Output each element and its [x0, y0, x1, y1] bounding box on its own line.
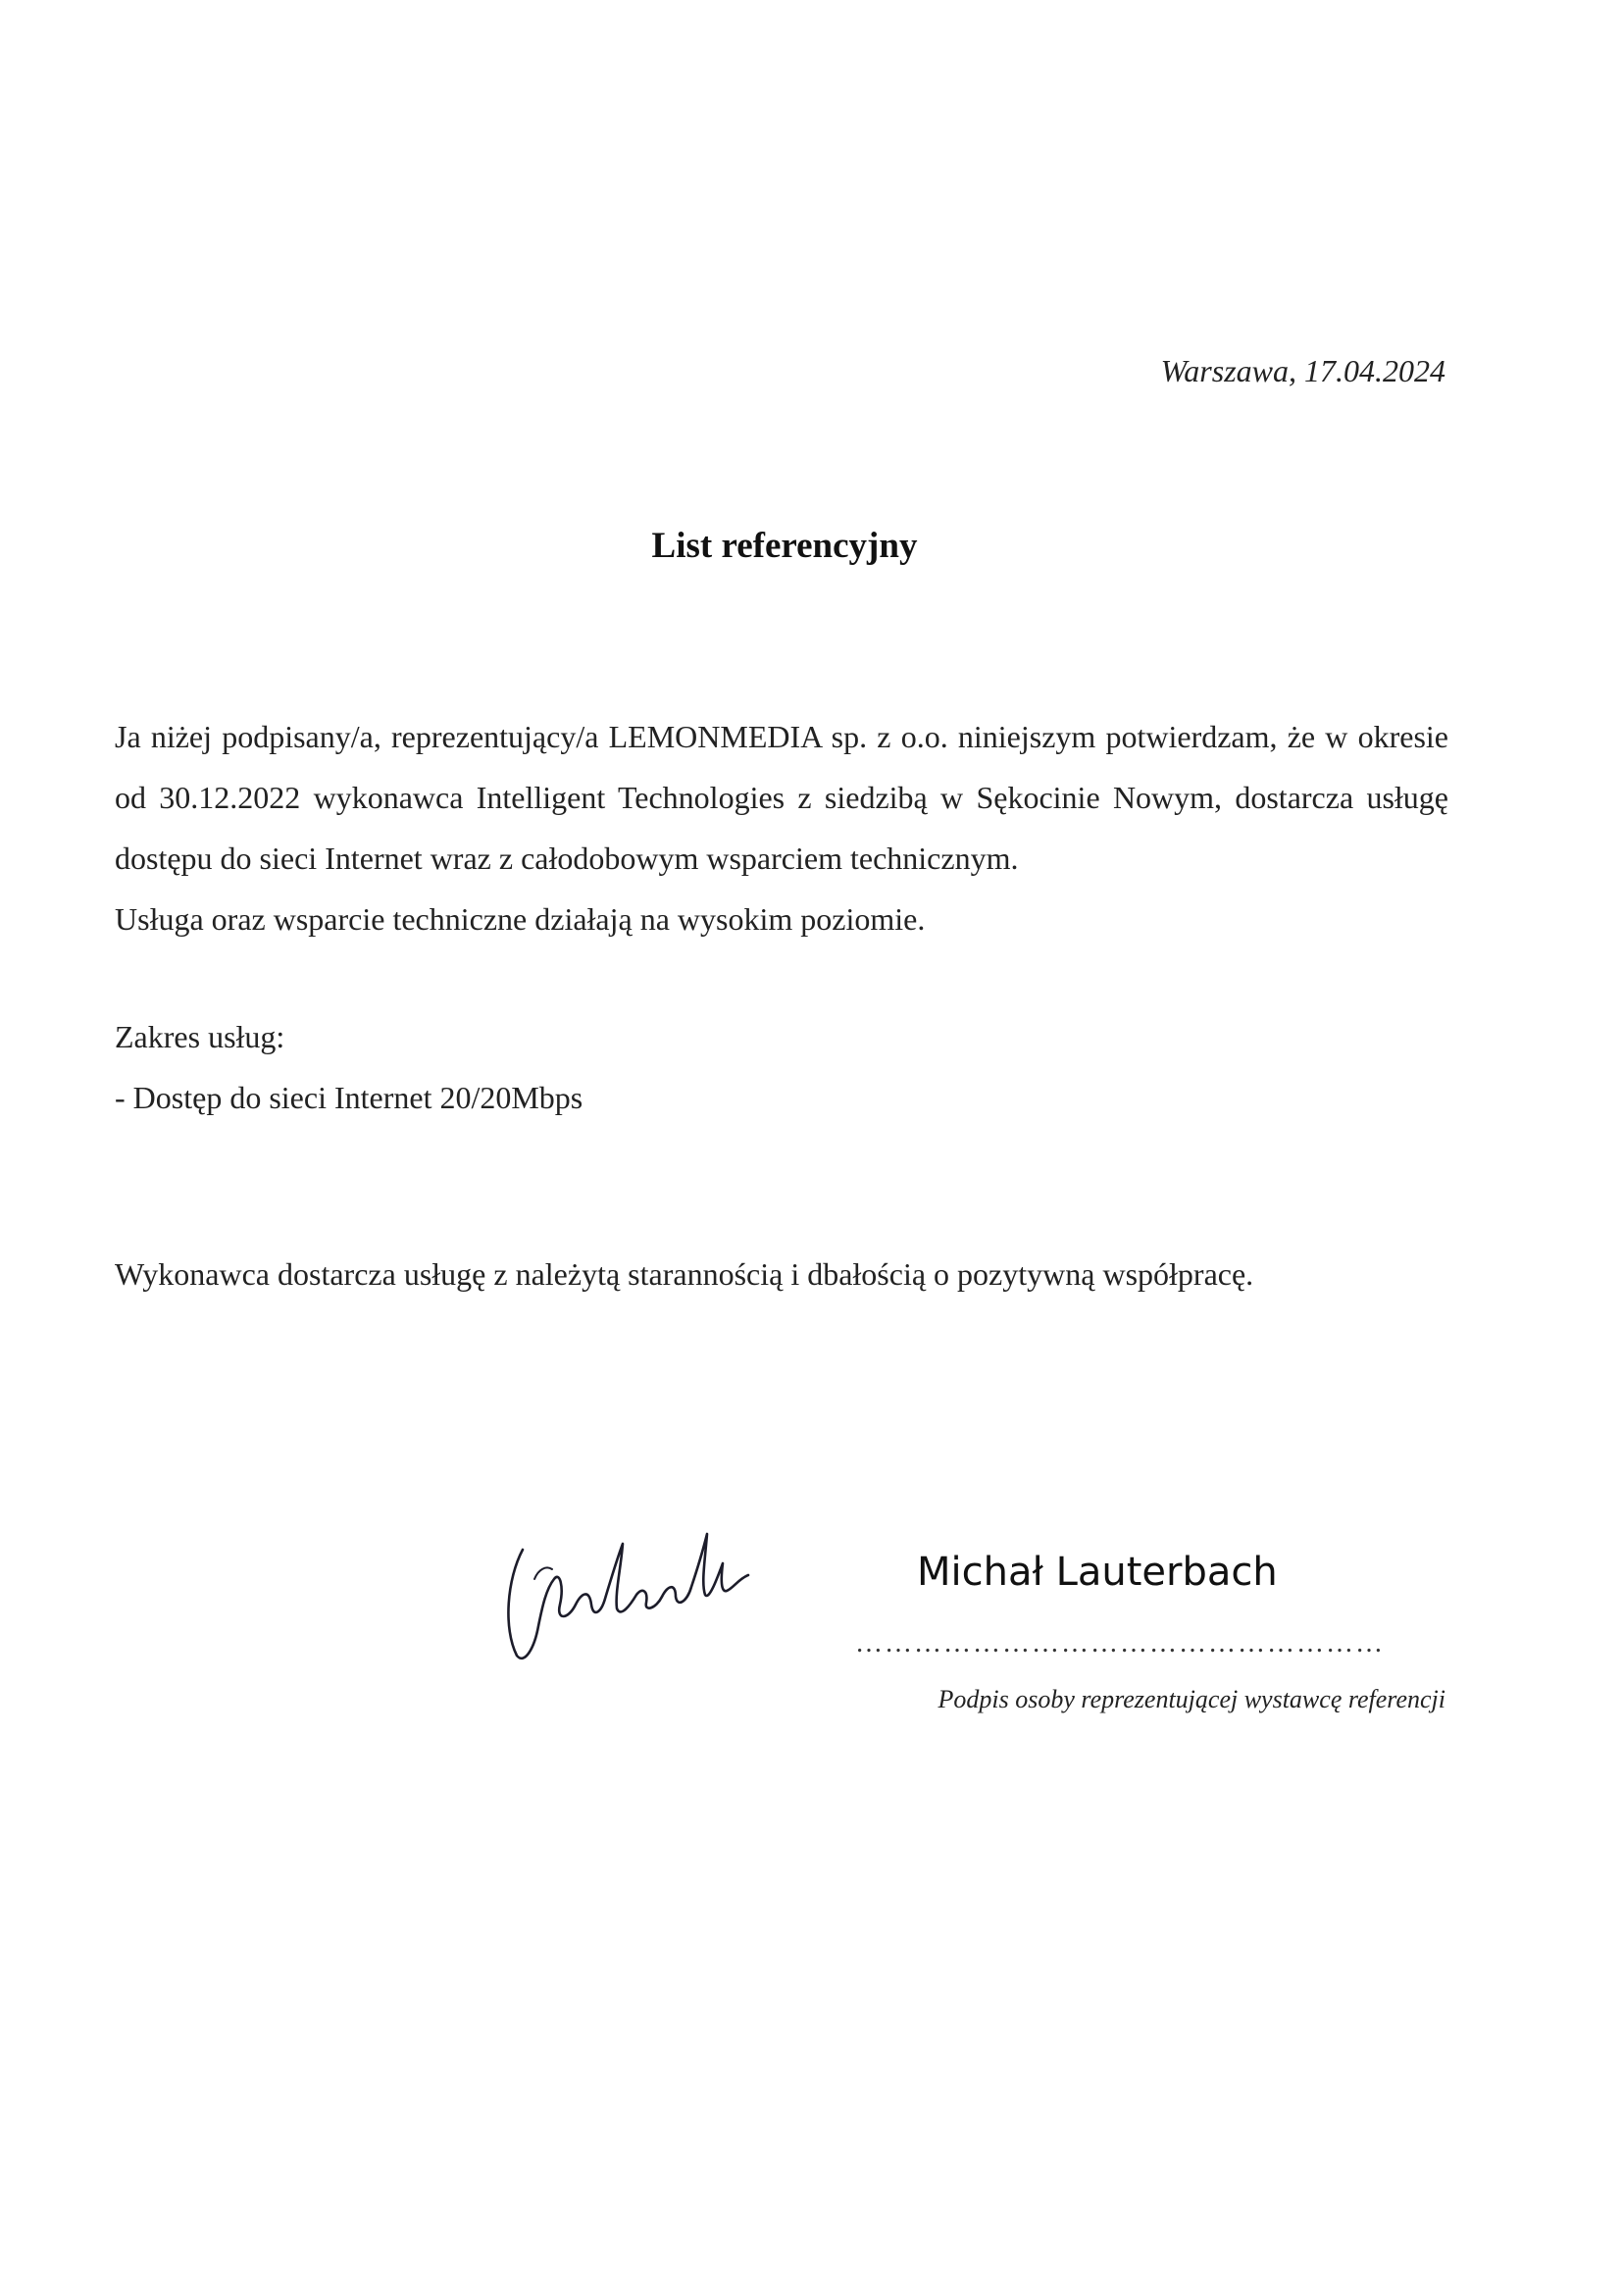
scope-heading: Zakres usług: — [115, 1019, 285, 1054]
signer-name: Michał Lauterbach — [917, 1550, 1278, 1595]
place-and-date: Warszawa, 17.04.2024 — [1160, 353, 1445, 388]
paragraph-confirmation: Ja niżej podpisany/a, reprezentujący/a LEMONMEDIA sp. z o.o. niniejszym potwierdzam, że w okresie od 30.12.2022 wykonawca Intelligent Technologies z siedzibą w Sękocinie Nowym, dostarcza usługę dostępu do sieci Internet wraz z całodobowym wsparciem technicznym. — [115, 719, 1448, 876]
spacer — [115, 949, 1448, 1006]
document-title: List referencyjny — [651, 526, 918, 566]
signature-caption: Podpis osoby reprezentującej wystawcę referencji — [938, 1685, 1445, 1713]
paragraph-quality: Usługa oraz wsparcie techniczne działają na wysokim poziomie. — [115, 901, 926, 937]
signature-line: ……………………………………………… — [855, 1628, 1385, 1658]
handwritten-signature — [495, 1510, 760, 1667]
scope-item: - Dostęp do sieci Internet 20/20Mbps — [115, 1080, 583, 1115]
letter-body — [115, 706, 1448, 1304]
closing-statement: Wykonawca dostarcza usługę z należytą starannością i dbałością o pozytywną współpracę. — [115, 1256, 1254, 1292]
spacer — [115, 1128, 1448, 1244]
